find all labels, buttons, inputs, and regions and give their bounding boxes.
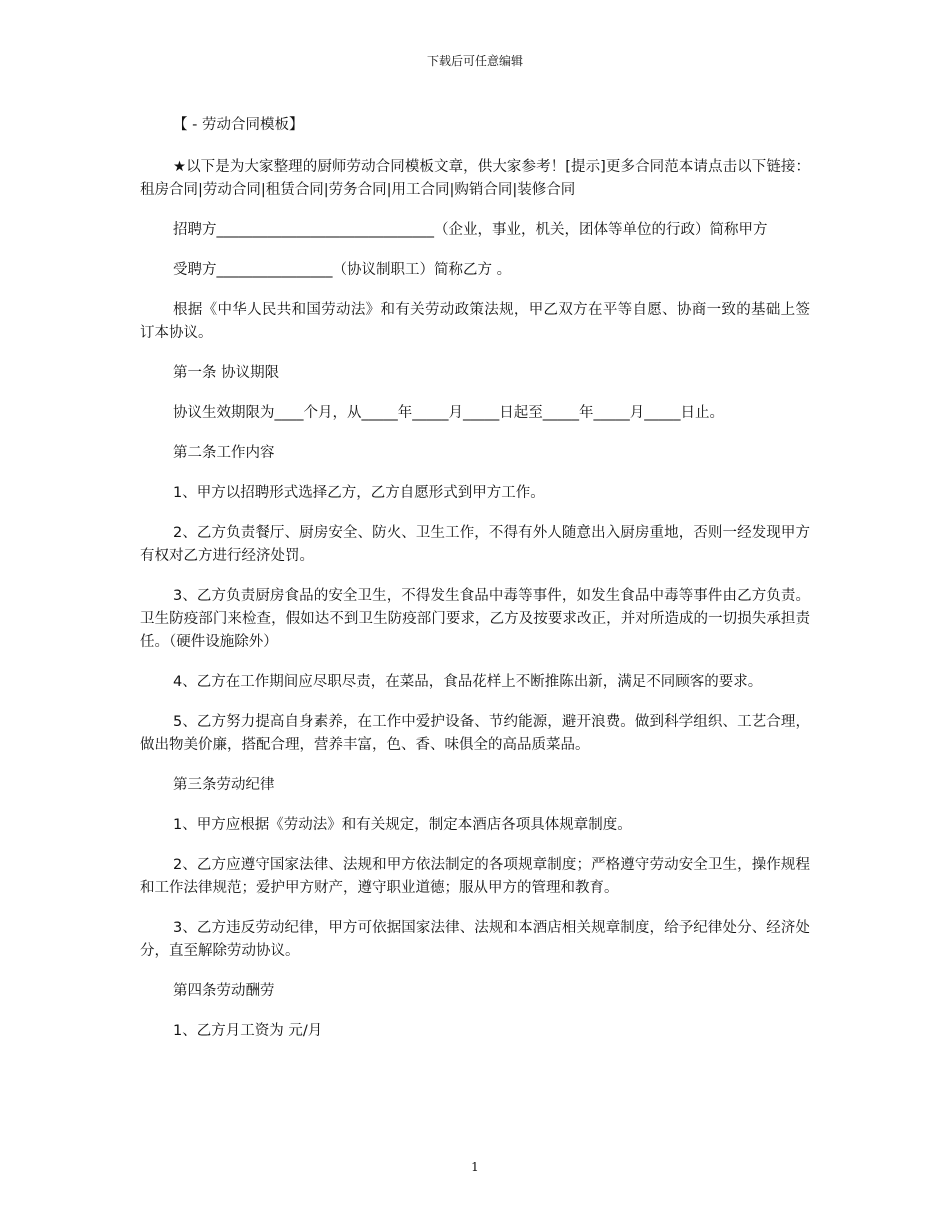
section-heading-term: 第一条 协议期限 [173,365,280,381]
paragraph-work-5: 5、乙方努力提高自身素养，在工作中爱护设备、节约能源，避开浪费。做到科学组织、工艺合理，做出物美价廉，搭配合理，营养丰富，色、香、味俱全的高品质菜品。 [140,714,810,753]
section-heading-discipline: 第三条劳动纪律 [173,777,275,793]
document-title: 【 - 劳动合同模板】 [173,117,304,133]
paragraph-work-2: 2、乙方负责餐厅、厨房安全、防火、卫生工作，不得有外人随意出入厨房重地，否则一经发现甲方有权对乙方进行经济处罚。 [140,525,810,564]
page-number: 1 [471,1160,479,1174]
paragraph-employee: 受聘方________________（协议制职工）简称乙方 。 [173,262,512,278]
section-heading-work: 第二条工作内容 [173,445,275,461]
paragraph-work-4: 4、乙方在工作期间应尽职尽责，在菜品，食品花样上不断推陈出新，满足不同顾客的要求。 [173,674,763,690]
document-body [140,114,810,1060]
paragraph-discipline-3: 3、乙方违反劳动纪律，甲方可依据国家法律、法规和本酒店相关规章制度，给予纪律处分、经济处分，直至解除劳动协议。 [140,920,810,959]
paragraph-discipline-1: 1、甲方应根据《劳动法》和有关规定，制定本酒店各项具体规章制度。 [173,817,632,833]
paragraph-basis: 根据《中华人民共和国劳动法》和有关劳动政策法规，甲乙双方在平等自愿、协商一致的基础上签订本协议。 [140,302,810,341]
paragraph-employer: 招聘方______________________________（企业，事业，机关，团体等单位的行政）简称甲方 [173,222,768,238]
paragraph-intro: ★以下是为大家整理的厨师劳动合同模板文章，供大家参考！[提示]更多合同范本请点击以下链接：租房合同|劳动合同|租赁合同|劳务合同|用工合同|购销合同|装修合同 [140,159,810,198]
paragraph-work-1: 1、甲方以招聘形式选择乙方，乙方自愿形式到甲方工作。 [173,485,545,501]
paragraph-discipline-2: 2、乙方应遵守国家法律、法规和甲方依法制定的各项规章制度；严格遵守劳动安全卫生，操作规程和工作法律规范；爱护甲方财产，遵守职业道德；服从甲方的管理和教育。 [140,857,810,896]
paragraph-pay-1: 1、乙方月工资为 元/月 [173,1023,323,1039]
paragraph-term: 协议生效期限为____个月，从_____年_____月_____日起至_____年_____月_____日止。 [173,405,724,421]
section-heading-pay: 第四条劳动酬劳 [173,983,275,999]
page-header: 下载后可任意编辑 [426,54,523,68]
paragraph-work-3: 3、乙方负责厨房食品的安全卫生，不得发生食品中毒等事件，如发生食品中毒等事件由乙方负责。卫生防疫部门来检查，假如达不到卫生防疫部门要求，乙方及按要求改正，并对所造成的一切损失承担责任。（硬件设施除外） [140,588,810,650]
